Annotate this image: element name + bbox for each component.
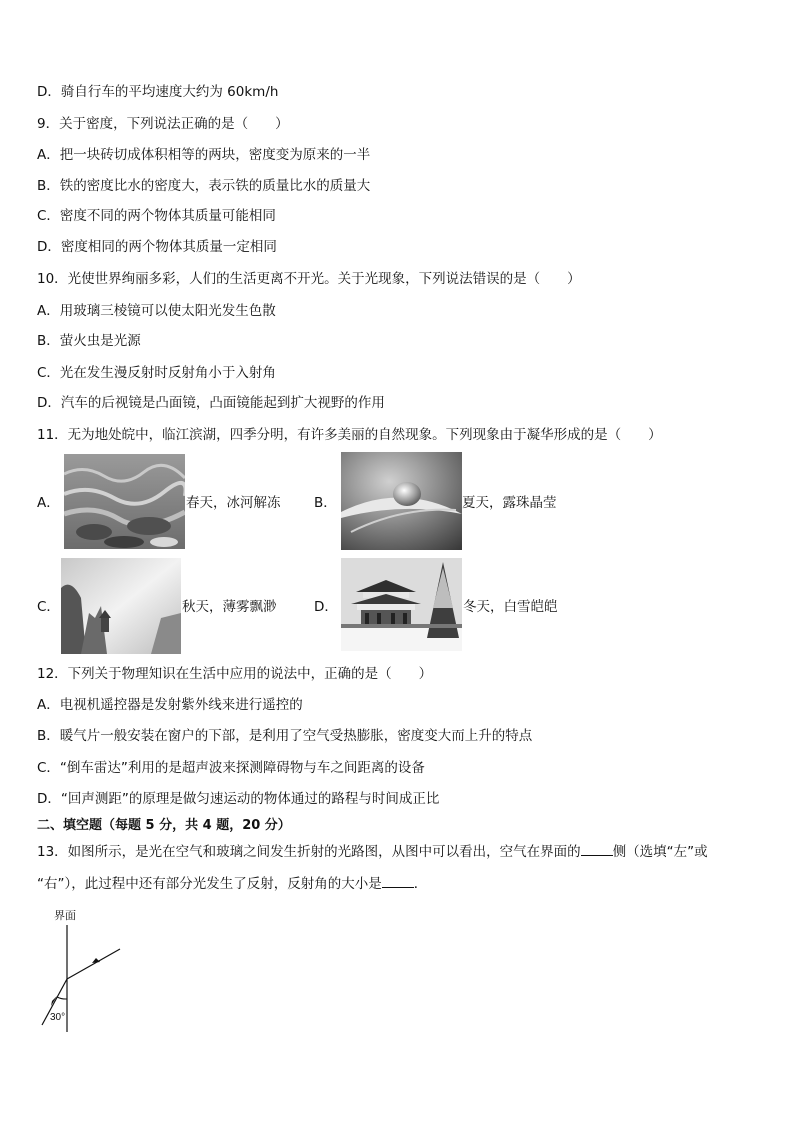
q13-line1 [37, 843, 708, 861]
q13-figure [30, 905, 140, 1035]
q11-stem: 11．无为地处皖中，临江滨湖，四季分明，有许多美丽的自然现象。下列现象由于凝华形成的是（ ） [37, 427, 662, 443]
q9-stem: 9．关于密度，下列说法正确的是（ ） [37, 116, 289, 132]
q11-option-d-letter: D． [314, 599, 338, 615]
q12-option-c: C．“倒车雷达”利用的是超声波来探测障碍物与车之间距离的设备 [37, 760, 425, 776]
q9-option-c: C．密度不同的两个物体其质量可能相同 [37, 208, 276, 224]
figure-interface-label: 界面 [54, 910, 76, 922]
q11-option-b-letter: B． [314, 495, 337, 511]
q10-option-c: C．光在发生漫反射时反射角小于入射角 [37, 365, 276, 381]
angle-arc [57, 997, 67, 999]
q11-option-c-image [61, 558, 181, 654]
q12-option-a: A．电视机遥控器是发射紫外线来进行遥控的 [37, 697, 303, 713]
q13-line1-a: 13．如图所示，是光在空气和玻璃之间发生折射的光路图，从图中可以看出，空气在界面的 [37, 844, 581, 860]
q13-line2 [37, 875, 427, 893]
refracted-ray [67, 949, 120, 979]
q13-line2-b: ． [413, 876, 428, 892]
q10-option-a: A．用玻璃三棱镜可以使太阳光发生色散 [37, 303, 276, 319]
angle-label: 30° [50, 1012, 66, 1023]
q12-option-b: B．暖气片一般安装在窗户的下部，是利用了空气受热膨胀，密度变大而上升的特点 [37, 728, 533, 744]
q11-option-a-image [64, 454, 185, 549]
q11-option-b-text: 夏天，露珠晶莹 [462, 495, 557, 511]
q10-option-b: B．萤火虫是光源 [37, 333, 141, 349]
q10-stem: 10．光使世界绚丽多彩，人们的生活更离不开光。关于光现象，下列说法错误的是（ ） [37, 271, 581, 287]
q9-option-d: D．密度相同的两个物体其质量一定相同 [37, 239, 277, 255]
section-heading: 二、填空题（每题 5 分，共 4 题，20 分） [37, 818, 291, 833]
q12-option-d: D．“回声测距”的原理是做匀速运动的物体通过的路程与时间成正比 [37, 791, 440, 807]
q10-option-d: D．汽车的后视镜是凸面镜，凸面镜能起到扩大视野的作用 [37, 395, 385, 411]
q11-option-b-image [341, 452, 462, 550]
q11-option-c-letter: C． [37, 599, 60, 615]
q11-option-d-image [341, 558, 462, 651]
q11-option-c-text: 秋天，薄雾飘渺 [182, 599, 277, 615]
q13-blank2[interactable] [382, 875, 414, 888]
q13-line1-b: 侧（选填“左”或 [612, 844, 708, 860]
q9-option-b: B．铁的密度比水的密度大，表示铁的质量比水的质量大 [37, 178, 371, 194]
q11-option-a-letter: A． [37, 495, 60, 511]
q11-option-d-text: 冬天，白雪皑皑 [463, 599, 558, 615]
q9-option-a: A．把一块砖切成体积相等的两块，密度变为原来的一半 [37, 147, 371, 163]
incident-arrow [51, 996, 57, 1006]
q11-option-a-text: 春天，冰河解冻 [186, 495, 281, 511]
q12-stem: 12．下列关于物理知识在生活中应用的说法中，正确的是（ ） [37, 666, 433, 682]
q13-blank1[interactable] [581, 843, 613, 856]
q13-line2-a: “右”），此过程中还有部分光发生了反射，反射角的大小是 [37, 876, 382, 892]
line-q8-d: D．骑自行车的平均速度大约为 60km/h [37, 84, 279, 100]
